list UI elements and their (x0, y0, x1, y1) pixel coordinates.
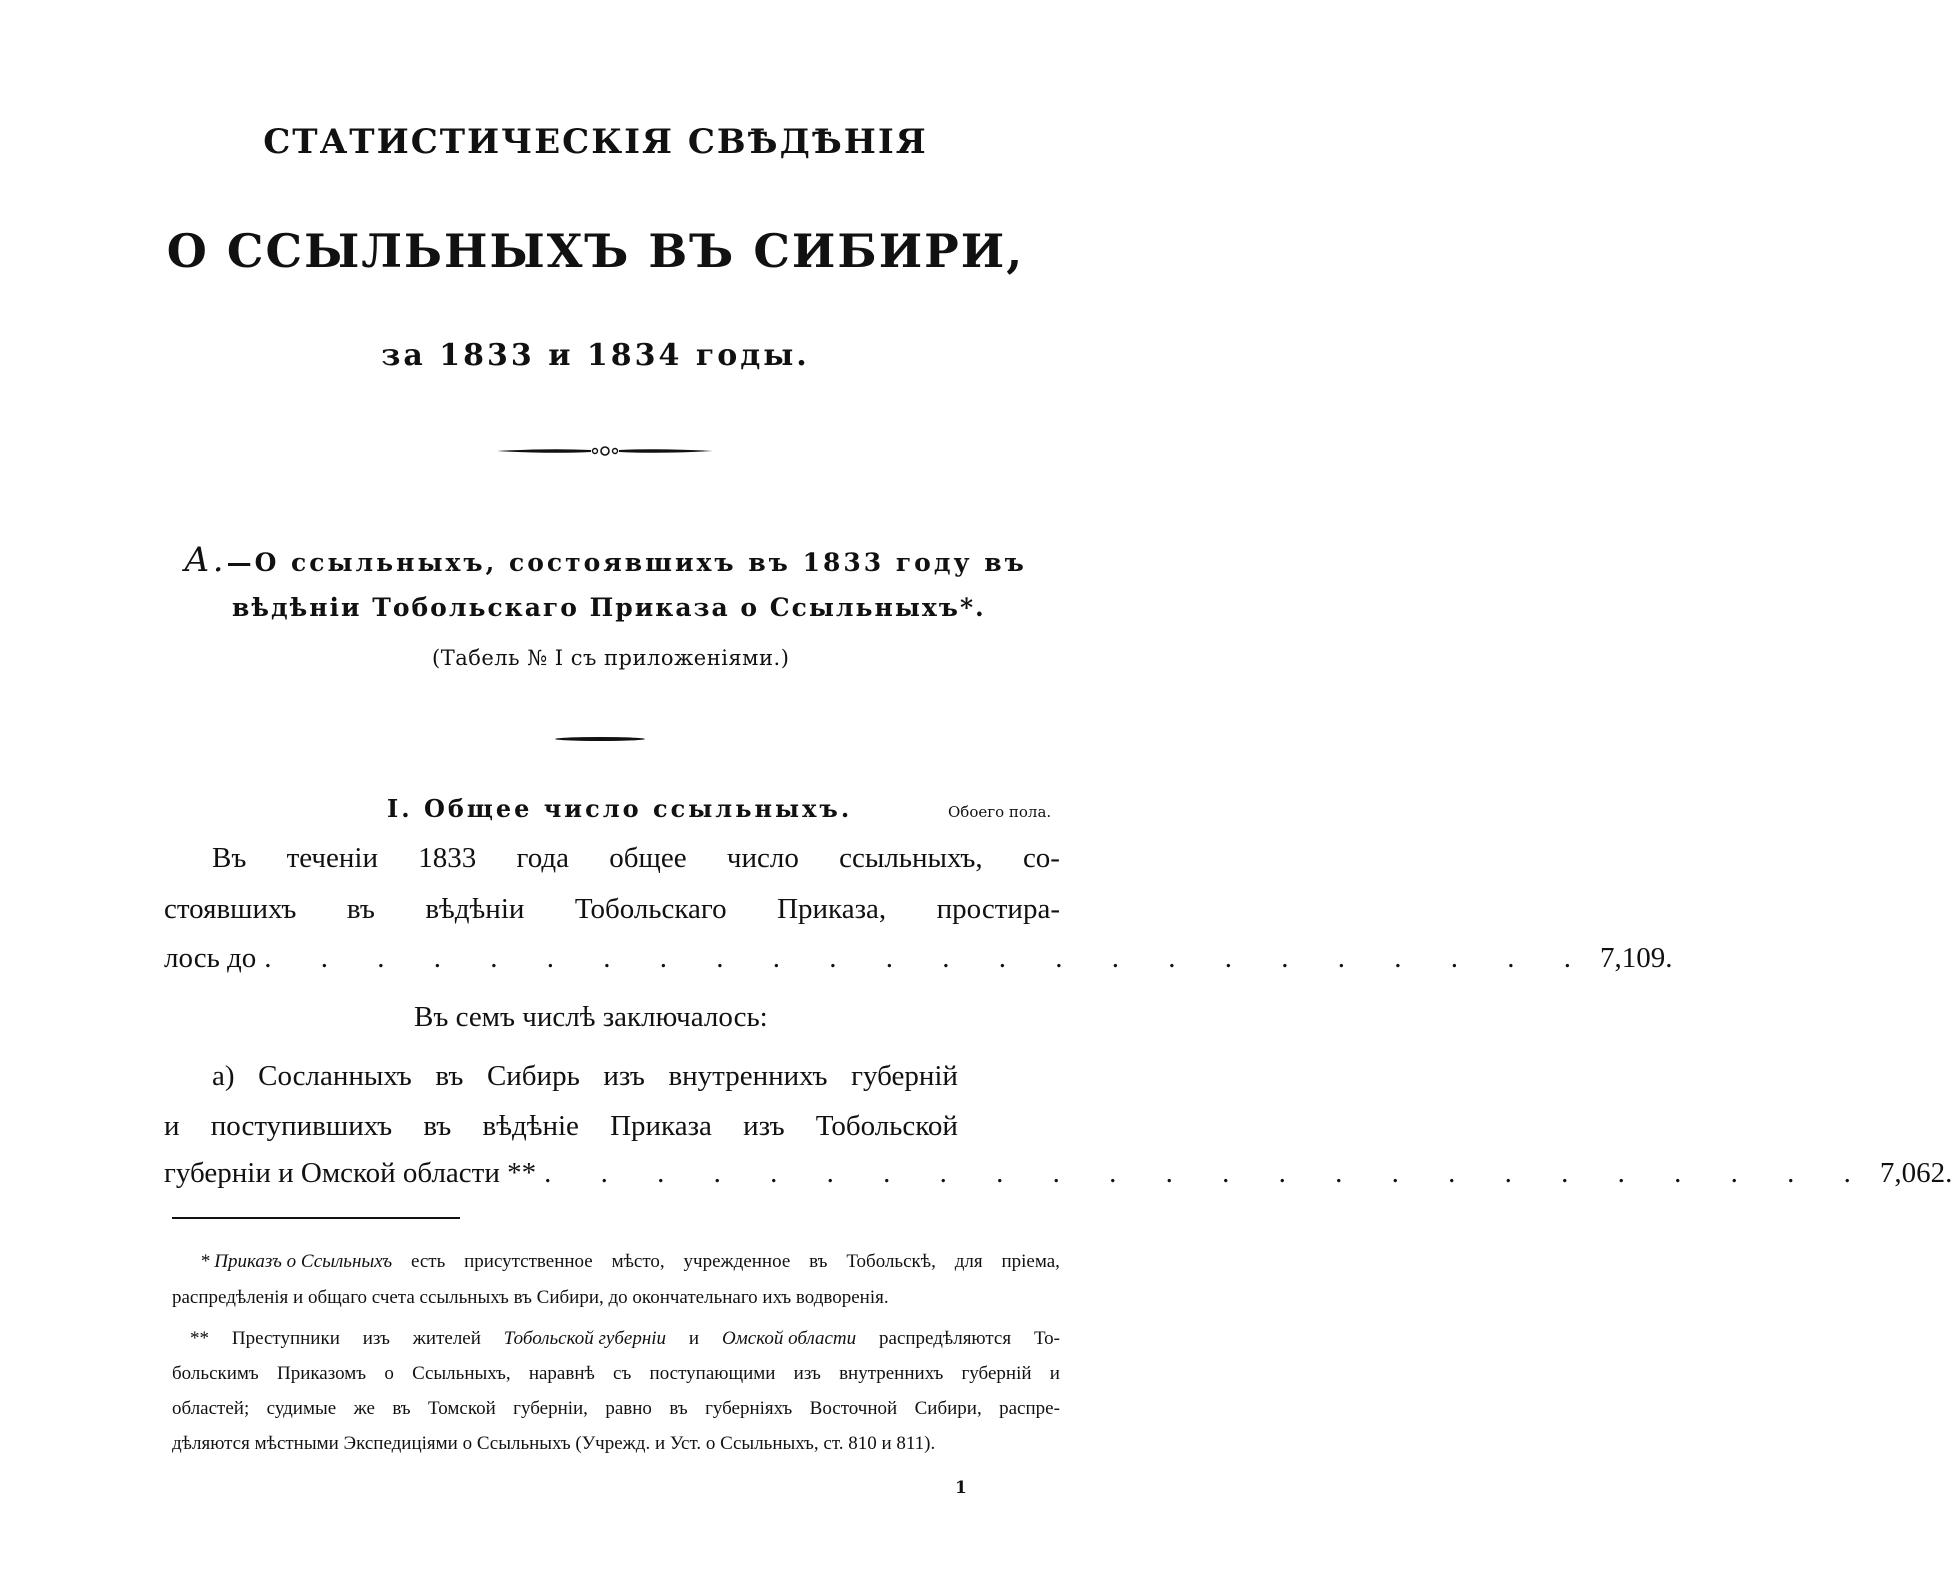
word: губерній (961, 1363, 1032, 1384)
word: Сибири, (914, 1398, 982, 1419)
dot-leader: . . . . . . . . . . . . . . . . . . . . . . . . (264, 942, 1593, 974)
section-1-heading: I. Общее число ссыльныхъ. (387, 794, 853, 823)
word: поступающими (649, 1363, 776, 1384)
word: а) (212, 1060, 235, 1092)
word: Тобольской губерніи (503, 1328, 667, 1349)
dot-leader: . . . . . . . . . . . . . . . . . . . . . . . . (544, 1157, 1872, 1189)
word: * Приказъ о Ссыльныхъ (200, 1251, 393, 1272)
word: Тобольской (815, 1110, 958, 1142)
word: губерніяхъ (705, 1398, 793, 1419)
word: Приказа, (777, 893, 887, 925)
word: общее (609, 842, 687, 874)
para2-line-2 (164, 1110, 958, 1143)
word: въ (423, 1110, 452, 1142)
footnote-2-line-4: дѣляются мѣстными Экспедиціями о Ссыльныхъ (Учрежд. и Уст. о Ссыльныхъ, ст. 810 и 811). (172, 1433, 936, 1454)
footnote-1-line-1 (200, 1251, 1060, 1273)
word: Приказомъ (276, 1363, 367, 1384)
para1-line-3 (164, 942, 1673, 975)
word: наравнѣ (528, 1363, 595, 1384)
footnote-2-line-3 (172, 1398, 1060, 1420)
para1-line-1 (212, 842, 1060, 875)
ornament-divider (495, 444, 715, 458)
footnote-2-line-1 (190, 1328, 1060, 1350)
word: ссыльныхъ, (839, 842, 983, 874)
word: Томской (428, 1398, 496, 1419)
word: пріема, (1001, 1251, 1060, 1272)
word: же (353, 1398, 375, 1419)
word: о (384, 1363, 394, 1384)
title-line-1: СТАТИСТИЧЕСКІЯ СВѢДѢНІЯ (263, 122, 928, 162)
word: со- (1022, 842, 1060, 874)
word: Преступники (231, 1328, 340, 1349)
lead-line: Въ семъ числѣ заключалось: (414, 1001, 768, 1033)
word: въ (669, 1398, 688, 1419)
word: съ (613, 1363, 632, 1384)
word: Восточной (809, 1398, 898, 1419)
word: число (726, 842, 799, 874)
word: жителей (412, 1328, 481, 1349)
section-a-heading-line-1 (184, 540, 1027, 580)
word: въ (435, 1060, 464, 1092)
word: Тобольскаго (574, 893, 727, 925)
word: изъ (603, 1060, 645, 1092)
word: губерній (851, 1060, 958, 1092)
word: и (688, 1328, 700, 1349)
word: вѣдѣніи (425, 893, 525, 925)
word: Въ (212, 842, 247, 874)
title-line-2: О ССЫЛЬНЫХЪ ВЪ СИБИРИ, (166, 224, 1025, 278)
word: распре- (999, 1398, 1060, 1419)
word: областей; (172, 1398, 250, 1419)
word: изъ (743, 1110, 785, 1142)
word: 1833 (418, 842, 477, 874)
para2-line-3-text: губерніи и Омской области ** (164, 1157, 537, 1189)
word: Приказа (610, 1110, 712, 1142)
word: равно (605, 1398, 652, 1419)
word: губерніи, (513, 1398, 588, 1419)
word: То- (1033, 1328, 1060, 1349)
word: внутреннихъ (839, 1363, 944, 1384)
word: простира- (936, 893, 1060, 925)
word: Омской области (721, 1328, 857, 1349)
word: теченіи (286, 842, 378, 874)
word: мѣсто, (611, 1251, 665, 1272)
footnote-2-line-2 (172, 1363, 1060, 1385)
word: въ (809, 1251, 828, 1272)
word: Тобольскѣ, (846, 1251, 936, 1272)
para1-line-2 (164, 893, 1060, 926)
word: въ (392, 1398, 411, 1419)
word: изъ (362, 1328, 390, 1349)
word: судимые (266, 1398, 337, 1419)
word: внутреннихъ (668, 1060, 828, 1092)
word: учрежденное (683, 1251, 791, 1272)
word: присутственное (464, 1251, 593, 1272)
footnote-1-line-2: распредѣленія и общаго счета ссыльныхъ въ Сибири, до окончательнаго ихъ водворенія. (172, 1287, 889, 1308)
short-divider (555, 737, 645, 741)
section-a-heading-line-2: вѣдѣніи Тобольскаго Приказа о Ссыльныхъ*. (232, 593, 986, 622)
para1-line-3-text: лось до (164, 942, 257, 974)
title-line-3: за 1833 и 1834 годы. (381, 338, 810, 373)
exiles-from-provinces-value: 7,062. (1879, 1157, 1952, 1189)
para2-line-1 (212, 1060, 958, 1093)
page-number: 1 (955, 1478, 967, 1498)
word: больскимъ (172, 1363, 259, 1384)
total-exiles-value: 7,109. (1600, 942, 1673, 974)
word: года (516, 842, 569, 874)
word: вѣдѣніе (482, 1110, 579, 1142)
word: ** (190, 1328, 209, 1349)
word: и (1049, 1363, 1060, 1384)
word: Сибирь (486, 1060, 580, 1092)
word: Ссыльныхъ, (412, 1363, 511, 1384)
footnote-separator (172, 1217, 460, 1219)
word: для (954, 1251, 983, 1272)
para2-line-3 (164, 1157, 1952, 1190)
word: стоявшихъ (164, 893, 297, 925)
tabel-reference: (Табель № I съ приложеніями.) (432, 646, 790, 670)
word: Сосланныхъ (258, 1060, 412, 1092)
word: есть (410, 1251, 446, 1272)
word: поступившихъ (210, 1110, 393, 1142)
word: и (164, 1110, 180, 1142)
section-a-letter: А. (184, 540, 227, 580)
word: распредѣляются (879, 1328, 1012, 1349)
word: въ (346, 893, 375, 925)
word: изъ (793, 1363, 821, 1384)
section-a-line-1-text: —О ссыльныхъ, состоявшихъ въ 1833 году въ (226, 548, 1027, 577)
side-note: Обоего пола. (948, 803, 1052, 821)
